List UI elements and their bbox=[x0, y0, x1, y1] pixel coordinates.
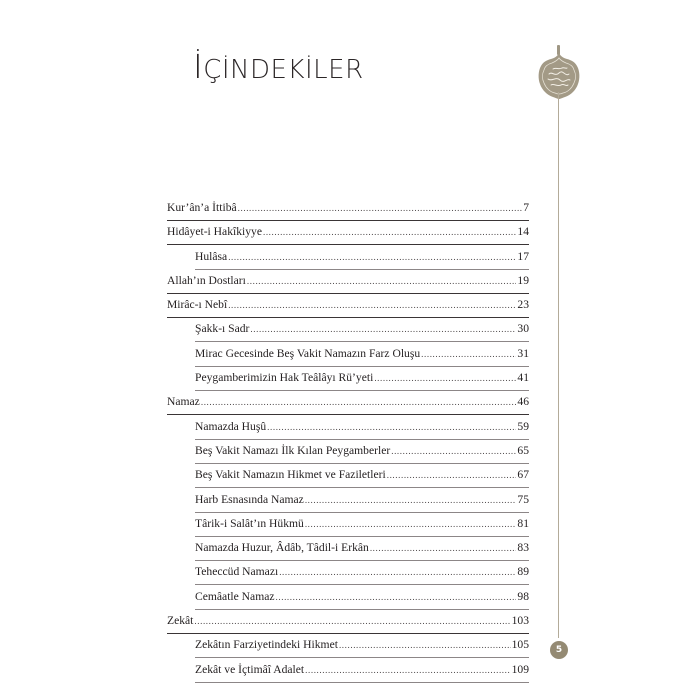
toc-separator-line bbox=[167, 633, 529, 634]
toc-dot-leader bbox=[305, 491, 517, 509]
title-rest: ÇİNDEKİLER bbox=[203, 55, 364, 85]
toc-entry-page: 19 bbox=[517, 273, 529, 287]
toc-entry bbox=[167, 369, 529, 393]
toc-entry-line bbox=[167, 612, 529, 630]
toc-entry-line bbox=[195, 320, 529, 338]
toc-entry-line bbox=[167, 296, 529, 314]
toc-entry-title: Zekât bbox=[167, 614, 194, 628]
toc-entry-line bbox=[167, 272, 529, 290]
toc-entry bbox=[167, 515, 529, 539]
toc-separator-line bbox=[167, 293, 529, 294]
toc-entry-line bbox=[195, 442, 529, 460]
toc-entry-page: 109 bbox=[511, 662, 529, 676]
toc-dot-leader bbox=[228, 296, 516, 314]
toc-entry-title: Zekâtın Farziyetindeki Hikmet bbox=[195, 638, 338, 652]
toc-entry-line bbox=[195, 636, 529, 654]
calligraphy-medallion-icon bbox=[537, 52, 581, 100]
toc-separator-line bbox=[195, 269, 529, 270]
toc-entry-title: Harb Esnasında Namaz bbox=[195, 492, 304, 506]
toc-entry-page: 14 bbox=[517, 225, 529, 239]
toc-entry-title: Beş Vakit Namazı İlk Kılan Peygamberler bbox=[195, 443, 391, 457]
page-title bbox=[193, 47, 364, 86]
toc-entry-page: 81 bbox=[517, 516, 529, 530]
toc-separator-line bbox=[167, 414, 529, 415]
table-of-contents bbox=[167, 199, 529, 685]
toc-entry-title: Namaz bbox=[167, 395, 200, 409]
toc-separator-line bbox=[167, 244, 529, 245]
toc-entry-page: 89 bbox=[517, 565, 529, 579]
toc-entry bbox=[167, 418, 529, 442]
toc-entry-title: Zekât ve İçtimâî Adalet bbox=[195, 662, 305, 676]
toc-entry-page: 105 bbox=[511, 638, 529, 652]
toc-separator-line bbox=[195, 487, 529, 488]
toc-entry-line bbox=[195, 248, 529, 266]
toc-entry-title: Şakk-ı Sadr bbox=[195, 322, 250, 336]
toc-entry bbox=[167, 661, 529, 685]
toc-separator-line bbox=[167, 317, 529, 318]
toc-entry-title: Mirac Gecesinde Beş Vakit Namazın Farz Oluşu bbox=[195, 346, 421, 360]
toc-separator-line bbox=[195, 584, 529, 585]
toc-entry bbox=[167, 442, 529, 466]
toc-entry bbox=[167, 636, 529, 660]
toc-dot-leader bbox=[279, 563, 516, 581]
toc-entry bbox=[167, 466, 529, 490]
toc-dot-leader bbox=[267, 418, 516, 436]
toc-entry-line bbox=[167, 199, 529, 217]
toc-dot-leader bbox=[250, 320, 516, 338]
toc-entry bbox=[167, 248, 529, 272]
toc-entry bbox=[167, 199, 529, 223]
toc-entry-page: 41 bbox=[517, 371, 529, 385]
toc-entry-line bbox=[195, 369, 529, 387]
toc-entry-line bbox=[195, 563, 529, 581]
toc-dot-leader bbox=[201, 393, 517, 411]
toc-dot-leader bbox=[374, 369, 516, 387]
toc-entry-line bbox=[195, 588, 529, 606]
toc-entry-page: 59 bbox=[517, 419, 529, 433]
toc-entry-line bbox=[195, 418, 529, 436]
ornament-vertical-rule bbox=[558, 92, 559, 638]
toc-separator-line bbox=[195, 366, 529, 367]
toc-entry-page: 65 bbox=[517, 443, 529, 457]
toc-entry-title: Allah’ın Dostları bbox=[167, 273, 246, 287]
toc-entry-line bbox=[195, 345, 529, 363]
toc-entry-page: 31 bbox=[517, 346, 529, 360]
toc-entry bbox=[167, 563, 529, 587]
toc-separator-line bbox=[195, 609, 529, 610]
toc-entry-title: Namazda Huşû bbox=[195, 419, 267, 433]
toc-entry-title: Namazda Huzur, Âdâb, Tâdil-i Erkân bbox=[195, 541, 369, 555]
toc-separator-line bbox=[195, 341, 529, 342]
toc-entry bbox=[167, 539, 529, 563]
toc-entry bbox=[167, 345, 529, 369]
toc-dot-leader bbox=[228, 248, 516, 266]
toc-entry-title: Teheccüd Namazı bbox=[195, 565, 279, 579]
toc-entry-title: Târik-i Salât’ın Hükmü bbox=[195, 516, 304, 530]
toc-dot-leader bbox=[305, 661, 510, 679]
toc-dot-leader bbox=[238, 199, 523, 217]
toc-entry-page: 46 bbox=[517, 395, 529, 409]
toc-dot-leader bbox=[247, 272, 517, 290]
toc-entry bbox=[167, 223, 529, 247]
toc-entry-line bbox=[167, 223, 529, 241]
toc-entry-line bbox=[195, 515, 529, 533]
toc-separator-line bbox=[195, 682, 529, 683]
toc-dot-leader bbox=[305, 515, 517, 533]
toc-entry-title: Cemâatle Namaz bbox=[195, 589, 275, 603]
toc-entry-page: 17 bbox=[517, 249, 529, 263]
toc-entry bbox=[167, 588, 529, 612]
toc-entry-page: 30 bbox=[517, 322, 529, 336]
toc-dot-leader bbox=[339, 636, 511, 654]
toc-entry-title: Kur’ân’a İttibâ bbox=[167, 201, 237, 214]
toc-entry bbox=[167, 393, 529, 417]
toc-dot-leader bbox=[276, 588, 517, 606]
toc-separator-line bbox=[167, 220, 529, 221]
toc-entry bbox=[167, 491, 529, 515]
toc-entry-page: 23 bbox=[517, 298, 529, 312]
toc-entry-page: 75 bbox=[517, 492, 529, 506]
toc-entry-title: Mirâc-ı Nebî bbox=[167, 298, 228, 312]
toc-separator-line bbox=[195, 512, 529, 513]
title-initial: İ bbox=[193, 47, 204, 86]
toc-entry-line bbox=[195, 466, 529, 484]
toc-entry-title: Hidâyet-i Hakîkiyye bbox=[167, 225, 262, 239]
toc-entry bbox=[167, 612, 529, 636]
toc-entry-page: 103 bbox=[511, 614, 529, 628]
toc-entry bbox=[167, 272, 529, 296]
toc-dot-leader bbox=[263, 223, 516, 241]
toc-dot-leader bbox=[370, 539, 517, 557]
toc-entry-page: 7 bbox=[523, 201, 529, 214]
toc-entry-page: 83 bbox=[517, 541, 529, 555]
toc-entry-title: Hulâsa bbox=[195, 249, 228, 263]
toc-dot-leader bbox=[194, 612, 510, 630]
toc-separator-line bbox=[195, 536, 529, 537]
toc-entry-title: Beş Vakit Namazın Hikmet ve Faziletleri bbox=[195, 468, 386, 482]
toc-entry-line bbox=[195, 661, 529, 679]
page-number-badge: 5 bbox=[550, 641, 568, 659]
toc-dot-leader bbox=[391, 442, 516, 460]
toc-separator-line bbox=[195, 390, 529, 391]
toc-entry-page: 67 bbox=[517, 468, 529, 482]
toc-entry bbox=[167, 296, 529, 320]
toc-dot-leader bbox=[387, 466, 517, 484]
toc-separator-line bbox=[195, 439, 529, 440]
toc-separator-line bbox=[195, 463, 529, 464]
toc-entry-line bbox=[195, 539, 529, 557]
toc-dot-leader bbox=[421, 345, 516, 363]
toc-entry-page: 98 bbox=[517, 589, 529, 603]
toc-entry-line bbox=[195, 491, 529, 509]
toc-entry-title: Peygamberimizin Hak Teâlâyı Rü’yeti bbox=[195, 371, 374, 385]
toc-separator-line bbox=[195, 560, 529, 561]
toc-separator-line bbox=[195, 657, 529, 658]
toc-entry-line bbox=[167, 393, 529, 411]
toc-entry bbox=[167, 320, 529, 344]
